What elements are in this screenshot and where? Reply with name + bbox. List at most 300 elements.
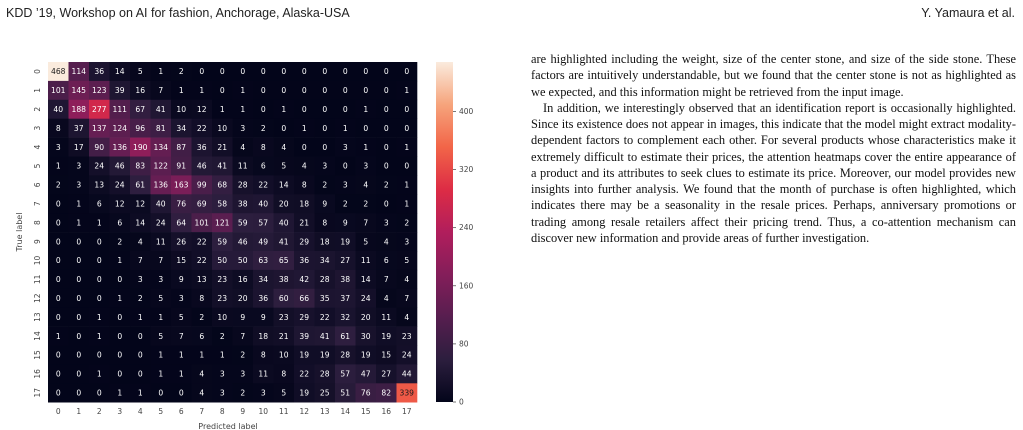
cell-value-label: 0 (404, 104, 410, 114)
x-tick-label: 16 (381, 407, 392, 417)
cell-value-label: 4 (199, 388, 205, 398)
cell-value-label: 41 (319, 331, 330, 341)
cell-value-label: 163 (174, 180, 189, 190)
cell-value-label: 11 (360, 256, 371, 266)
cell-value-label: 22 (258, 180, 269, 190)
cell-value-label: 1 (96, 331, 102, 341)
cell-value-label: 0 (117, 350, 123, 360)
cell-value-label: 38 (237, 199, 248, 209)
cell-value-label: 122 (153, 161, 168, 171)
cell-value-label: 23 (217, 275, 228, 285)
cell-value-label: 3 (219, 369, 225, 379)
cell-value-label: 277 (92, 104, 107, 114)
y-tick-label: 0 (33, 69, 42, 74)
cell-value-label: 8 (260, 350, 266, 360)
cell-value-label: 0 (117, 331, 123, 341)
body-paragraph-1: are highlighted including the weight, size of the center stone, and size of the side stone. These factors are intuitively understandable, but we found that the center stone is not as highlighted as we expected, and this information might be retrieved from the input image. (531, 52, 1016, 99)
cell-value-label: 1 (158, 369, 164, 379)
running-header-right: Y. Yamaura et al. (921, 6, 1015, 20)
cell-value-label: 46 (114, 161, 125, 171)
cell-value-label: 39 (299, 331, 310, 341)
cell-value-label: 26 (176, 237, 187, 247)
body-paragraph-2: In addition, we interestingly observed that an identification report is occasionally highlighted. Since its existence does not appear in images, this indicate that the model might extract modality-dependent factors to complement each other. For several products whose characteristics make it extremely difficult to estimate their prices, the attention heatmaps cover the entire appearance of a product and its attributes to seek clues to estimate its price. Moreover, our model provides new insights into further analysis. We found that the month of purchase is often highlighted, which indicates there may be a seasonality in the resale prices. Perhaps, anniversary promotions or trading among resale retailers affect their pricing trend. Thus, a co-attention mechanism can discover new information and provide areas of further investigation. (531, 100, 1016, 245)
cell-value-label: 99 (196, 180, 207, 190)
cell-value-label: 0 (281, 123, 287, 133)
cell-value-label: 111 (112, 104, 127, 114)
cell-value-label: 188 (71, 104, 86, 114)
cell-value-label: 6 (260, 161, 266, 171)
cell-value-label: 69 (196, 199, 207, 209)
cell-value-label: 40 (53, 104, 64, 114)
cell-value-label: 50 (237, 256, 248, 266)
cell-value-label: 7 (158, 86, 164, 96)
cell-value-label: 91 (176, 161, 187, 171)
cell-value-label: 40 (258, 199, 269, 209)
cell-value-label: 2 (363, 199, 369, 209)
colorbar-tick-label: 320 (459, 165, 474, 175)
cell-value-label: 22 (196, 237, 207, 247)
cell-value-label: 0 (55, 218, 61, 228)
cell-value-label: 28 (319, 275, 330, 285)
cell-value-label: 15 (381, 350, 392, 360)
cell-value-label: 76 (360, 388, 371, 398)
cell-value-label: 0 (137, 369, 143, 379)
cell-value-label: 4 (383, 237, 389, 247)
cell-value-label: 12 (114, 199, 125, 209)
cell-value-label: 0 (158, 388, 164, 398)
y-tick-labels (33, 69, 42, 398)
cell-value-label: 1 (96, 218, 102, 228)
cell-value-label: 3 (240, 123, 246, 133)
cell-value-label: 4 (240, 142, 246, 152)
heatmap-cells (48, 62, 417, 403)
cell-value-label: 8 (260, 142, 266, 152)
cell-value-label: 6 (199, 331, 205, 341)
cell-value-label: 0 (342, 86, 348, 96)
cell-value-label: 29 (299, 312, 310, 322)
cell-value-label: 1 (404, 142, 410, 152)
cell-value-label: 1 (55, 331, 61, 341)
cell-value-label: 2 (240, 350, 246, 360)
cell-value-label: 20 (278, 199, 289, 209)
cell-value-label: 6 (117, 218, 123, 228)
cell-value-label: 46 (237, 237, 248, 247)
y-tick-label: 11 (33, 274, 42, 285)
cell-value-label: 3 (404, 237, 410, 247)
cell-value-label: 5 (158, 331, 164, 341)
cell-value-label: 12 (196, 104, 207, 114)
cell-value-label: 9 (178, 275, 184, 285)
x-axis-label: Predicted label (198, 422, 258, 430)
cell-value-label: 39 (114, 86, 125, 96)
x-tick-label: 8 (219, 407, 225, 417)
cell-value-label: 0 (281, 86, 287, 96)
cell-value-label: 42 (299, 275, 310, 285)
cell-value-label: 2 (137, 293, 143, 303)
cell-value-label: 8 (199, 293, 205, 303)
cell-value-label: 25 (319, 388, 330, 398)
cell-value-label: 11 (155, 237, 166, 247)
x-tick-label: 17 (401, 407, 412, 417)
cell-value-label: 145 (71, 86, 86, 96)
x-tick-label: 13 (319, 407, 330, 417)
cell-value-label: 0 (342, 67, 348, 77)
cell-value-label: 9 (322, 199, 328, 209)
cell-value-label: 3 (240, 369, 246, 379)
x-tick-label: 9 (240, 407, 246, 417)
cell-value-label: 0 (137, 350, 143, 360)
y-tick-label: 10 (33, 255, 42, 266)
cell-value-label: 2 (117, 237, 123, 247)
x-tick-label: 0 (55, 407, 61, 417)
y-tick-label: 4 (33, 144, 42, 150)
cell-value-label: 16 (237, 275, 248, 285)
cell-value-label: 10 (176, 104, 187, 114)
y-tick-label: 13 (33, 312, 42, 322)
cell-value-label: 19 (360, 350, 371, 360)
cell-value-label: 5 (137, 67, 143, 77)
cell-value-label: 41 (278, 237, 289, 247)
x-tick-label: 6 (178, 407, 184, 417)
cell-value-label: 0 (260, 104, 266, 114)
cell-value-label: 0 (96, 256, 102, 266)
cell-value-label: 0 (281, 67, 287, 77)
cell-value-label: 114 (71, 67, 86, 77)
cell-value-label: 0 (199, 67, 205, 77)
cell-value-label: 0 (76, 350, 82, 360)
y-axis-label: True label (15, 212, 24, 252)
cell-value-label: 81 (155, 123, 166, 133)
y-tick-label: 2 (33, 106, 42, 112)
cell-value-label: 0 (76, 388, 82, 398)
cell-value-label: 3 (219, 388, 225, 398)
cell-value-label: 101 (194, 218, 209, 228)
cell-value-label: 64 (176, 218, 187, 228)
cell-value-label: 36 (299, 256, 310, 266)
cell-value-label: 0 (96, 293, 102, 303)
cell-value-label: 0 (55, 275, 61, 285)
cell-value-label: 24 (401, 350, 412, 360)
cell-value-label: 123 (92, 86, 107, 96)
cell-value-label: 5 (281, 388, 287, 398)
cell-value-label: 0 (55, 350, 61, 360)
cell-value-label: 0 (363, 67, 369, 77)
cell-value-label: 17 (73, 142, 84, 152)
cell-value-label: 3 (260, 388, 266, 398)
cell-value-label: 2 (342, 199, 348, 209)
cell-value-label: 3 (342, 142, 348, 152)
cell-value-label: 3 (342, 180, 348, 190)
x-tick-label: 11 (278, 407, 289, 417)
colorbar-tick-label: 240 (459, 223, 474, 233)
cell-value-label: 1 (404, 180, 410, 190)
cell-value-label: 1 (178, 350, 184, 360)
colorbar-ticks (453, 107, 474, 407)
cell-value-label: 1 (158, 350, 164, 360)
cell-value-label: 0 (363, 86, 369, 96)
cell-value-label: 22 (196, 256, 207, 266)
cell-value-label: 44 (401, 369, 412, 379)
cell-value-label: 23 (278, 312, 289, 322)
cell-value-label: 4 (404, 275, 410, 285)
cell-value-label: 29 (299, 237, 310, 247)
cell-value-label: 18 (319, 237, 330, 247)
cell-value-label: 0 (363, 123, 369, 133)
cell-value-label: 0 (219, 67, 225, 77)
cell-value-label: 19 (299, 388, 310, 398)
cell-value-label: 0 (342, 161, 348, 171)
cell-value-label: 0 (55, 256, 61, 266)
cell-value-label: 19 (299, 350, 310, 360)
cell-value-label: 4 (363, 180, 369, 190)
cell-value-label: 28 (340, 350, 351, 360)
cell-value-label: 4 (383, 293, 389, 303)
cell-value-label: 3 (322, 161, 328, 171)
cell-value-label: 0 (322, 86, 328, 96)
cell-value-label: 4 (404, 312, 410, 322)
cell-value-label: 9 (342, 218, 348, 228)
cell-value-label: 339 (399, 388, 414, 398)
cell-value-label: 2 (240, 388, 246, 398)
cell-value-label: 1 (117, 256, 123, 266)
cell-value-label: 9 (240, 312, 246, 322)
x-tick-label: 7 (199, 407, 205, 417)
x-tick-label: 14 (340, 407, 351, 417)
cell-value-label: 14 (360, 275, 371, 285)
cell-value-label: 41 (155, 104, 166, 114)
cell-value-label: 1 (342, 123, 348, 133)
cell-value-label: 136 (153, 180, 168, 190)
cell-value-label: 7 (363, 218, 369, 228)
cell-value-label: 11 (237, 161, 248, 171)
cell-value-label: 0 (137, 331, 143, 341)
cell-value-label: 0 (178, 388, 184, 398)
cell-value-label: 7 (383, 275, 389, 285)
cell-value-label: 6 (383, 256, 389, 266)
cell-value-label: 0 (55, 369, 61, 379)
cell-value-label: 0 (76, 369, 82, 379)
cell-value-label: 1 (363, 142, 369, 152)
cell-value-label: 36 (196, 142, 207, 152)
cell-value-label: 0 (260, 86, 266, 96)
cell-value-label: 7 (158, 256, 164, 266)
cell-value-label: 14 (114, 67, 125, 77)
cell-value-label: 4 (199, 369, 205, 379)
cell-value-label: 1 (404, 199, 410, 209)
cell-value-label: 1 (158, 67, 164, 77)
cell-value-label: 7 (178, 331, 184, 341)
cell-value-label: 0 (342, 104, 348, 114)
cell-value-label: 1 (199, 350, 205, 360)
colorbar (436, 62, 453, 402)
cell-value-label: 5 (178, 312, 184, 322)
cell-value-label: 1 (219, 104, 225, 114)
cell-value-label: 1 (404, 86, 410, 96)
cell-value-label: 7 (404, 293, 410, 303)
cell-value-label: 68 (217, 180, 228, 190)
cell-value-label: 23 (401, 331, 412, 341)
cell-value-label: 22 (299, 369, 310, 379)
cell-value-label: 0 (383, 86, 389, 96)
cell-value-label: 0 (404, 123, 410, 133)
cell-value-label: 137 (92, 123, 107, 133)
cell-value-label: 2 (322, 180, 328, 190)
cell-value-label: 15 (176, 256, 187, 266)
cell-value-label: 90 (94, 142, 105, 152)
cell-value-label: 59 (217, 237, 228, 247)
cell-value-label: 0 (240, 67, 246, 77)
cell-value-label: 40 (155, 199, 166, 209)
cell-value-label: 28 (237, 180, 248, 190)
cell-value-label: 58 (217, 199, 228, 209)
cell-value-label: 35 (319, 293, 330, 303)
x-tick-label: 12 (299, 407, 310, 417)
cell-value-label: 0 (55, 237, 61, 247)
running-header-left: KDD ’19, Workshop on AI for fashion, Anchorage, Alaska-USA (6, 6, 350, 20)
cell-value-label: 5 (281, 161, 287, 171)
y-tick-label: 17 (33, 387, 42, 398)
cell-value-label: 2 (55, 180, 61, 190)
colorbar-tick-label: 160 (459, 281, 474, 291)
y-tick-label: 8 (33, 220, 42, 226)
cell-value-label: 1 (363, 104, 369, 114)
cell-value-label: 32 (340, 312, 351, 322)
cell-value-label: 0 (96, 237, 102, 247)
cell-value-label: 87 (176, 142, 187, 152)
cell-value-label: 24 (114, 180, 125, 190)
x-tick-label: 5 (158, 407, 164, 417)
cell-value-label: 1 (178, 86, 184, 96)
cell-value-label: 34 (319, 256, 330, 266)
cell-value-label: 1 (137, 388, 143, 398)
y-tick-label: 3 (33, 125, 42, 131)
cell-value-label: 0 (76, 256, 82, 266)
cell-value-label: 3 (363, 161, 369, 171)
cell-value-label: 21 (217, 142, 228, 152)
y-tick-label: 9 (33, 239, 42, 244)
cell-value-label: 24 (94, 161, 105, 171)
cell-value-label: 1 (240, 86, 246, 96)
cell-value-label: 5 (404, 256, 410, 266)
cell-value-label: 136 (112, 142, 127, 152)
cell-value-label: 8 (55, 123, 61, 133)
cell-value-label: 0 (383, 199, 389, 209)
cell-value-label: 9 (260, 312, 266, 322)
y-tick-label: 15 (33, 350, 42, 360)
cell-value-label: 96 (135, 123, 146, 133)
y-tick-label: 6 (33, 182, 42, 188)
body-text (531, 51, 1016, 246)
cell-value-label: 2 (199, 312, 205, 322)
cell-value-label: 83 (135, 161, 146, 171)
cell-value-label: 34 (176, 123, 187, 133)
cell-value-label: 14 (278, 180, 289, 190)
cell-value-label: 38 (340, 275, 351, 285)
y-tick-label: 5 (33, 163, 42, 169)
cell-value-label: 61 (135, 180, 146, 190)
cell-value-label: 0 (76, 275, 82, 285)
cell-value-label: 1 (158, 312, 164, 322)
y-tick-label: 16 (33, 369, 42, 379)
cell-value-label: 121 (215, 218, 230, 228)
cell-value-label: 2 (178, 67, 184, 77)
y-tick-label: 14 (33, 331, 42, 341)
x-tick-label: 4 (137, 407, 143, 417)
cell-value-label: 0 (219, 86, 225, 96)
cell-value-label: 24 (360, 293, 371, 303)
cell-value-label: 0 (383, 161, 389, 171)
cell-value-label: 134 (153, 142, 168, 152)
confusion-matrix-figure (0, 0, 500, 430)
cell-value-label: 0 (322, 142, 328, 152)
colorbar-tick-label: 400 (459, 106, 474, 116)
cell-value-label: 1 (281, 104, 287, 114)
cell-value-label: 2 (219, 331, 225, 341)
cell-value-label: 0 (55, 388, 61, 398)
cell-value-label: 38 (278, 275, 289, 285)
cell-value-label: 0 (55, 199, 61, 209)
cell-value-label: 0 (404, 161, 410, 171)
cell-value-label: 0 (96, 275, 102, 285)
cell-value-label: 11 (258, 369, 269, 379)
cell-value-label: 0 (301, 86, 307, 96)
cell-value-label: 20 (237, 293, 248, 303)
cell-value-label: 50 (217, 256, 228, 266)
cell-value-label: 0 (383, 67, 389, 77)
cell-value-label: 2 (404, 218, 410, 228)
cell-value-label: 18 (299, 199, 310, 209)
cell-value-label: 0 (117, 312, 123, 322)
cell-value-label: 1 (76, 199, 82, 209)
cell-value-label: 0 (383, 104, 389, 114)
cell-value-label: 8 (301, 180, 307, 190)
cell-value-label: 1 (137, 312, 143, 322)
cell-value-label: 1 (178, 369, 184, 379)
cell-value-label: 46 (196, 161, 207, 171)
cell-value-label: 0 (383, 123, 389, 133)
cell-value-label: 67 (135, 104, 146, 114)
cell-value-label: 7 (137, 256, 143, 266)
cell-value-label: 14 (135, 218, 146, 228)
cell-value-label: 41 (217, 161, 228, 171)
cell-value-label: 3 (76, 161, 82, 171)
cell-value-label: 4 (281, 142, 287, 152)
cell-value-label: 3 (158, 275, 164, 285)
y-tick-label: 7 (33, 201, 42, 207)
cell-value-label: 19 (340, 237, 351, 247)
cell-value-label: 36 (94, 67, 105, 77)
cell-value-label: 49 (258, 237, 269, 247)
cell-value-label: 59 (237, 218, 248, 228)
cell-value-label: 0 (404, 67, 410, 77)
x-tick-label: 3 (117, 407, 123, 417)
cell-value-label: 0 (117, 369, 123, 379)
cell-value-label: 57 (340, 369, 351, 379)
cell-value-label: 0 (117, 275, 123, 285)
cell-value-label: 27 (381, 369, 392, 379)
cell-value-label: 82 (381, 388, 392, 398)
cell-value-label: 11 (381, 312, 392, 322)
cell-value-label: 10 (217, 123, 228, 133)
cell-value-label: 0 (260, 67, 266, 77)
cell-value-label: 1 (55, 161, 61, 171)
cell-value-label: 3 (137, 275, 143, 285)
cell-value-label: 34 (258, 275, 269, 285)
y-tick-label: 1 (33, 87, 42, 93)
cell-value-label: 0 (322, 104, 328, 114)
cell-value-label: 1 (301, 123, 307, 133)
cell-value-label: 20 (360, 312, 371, 322)
